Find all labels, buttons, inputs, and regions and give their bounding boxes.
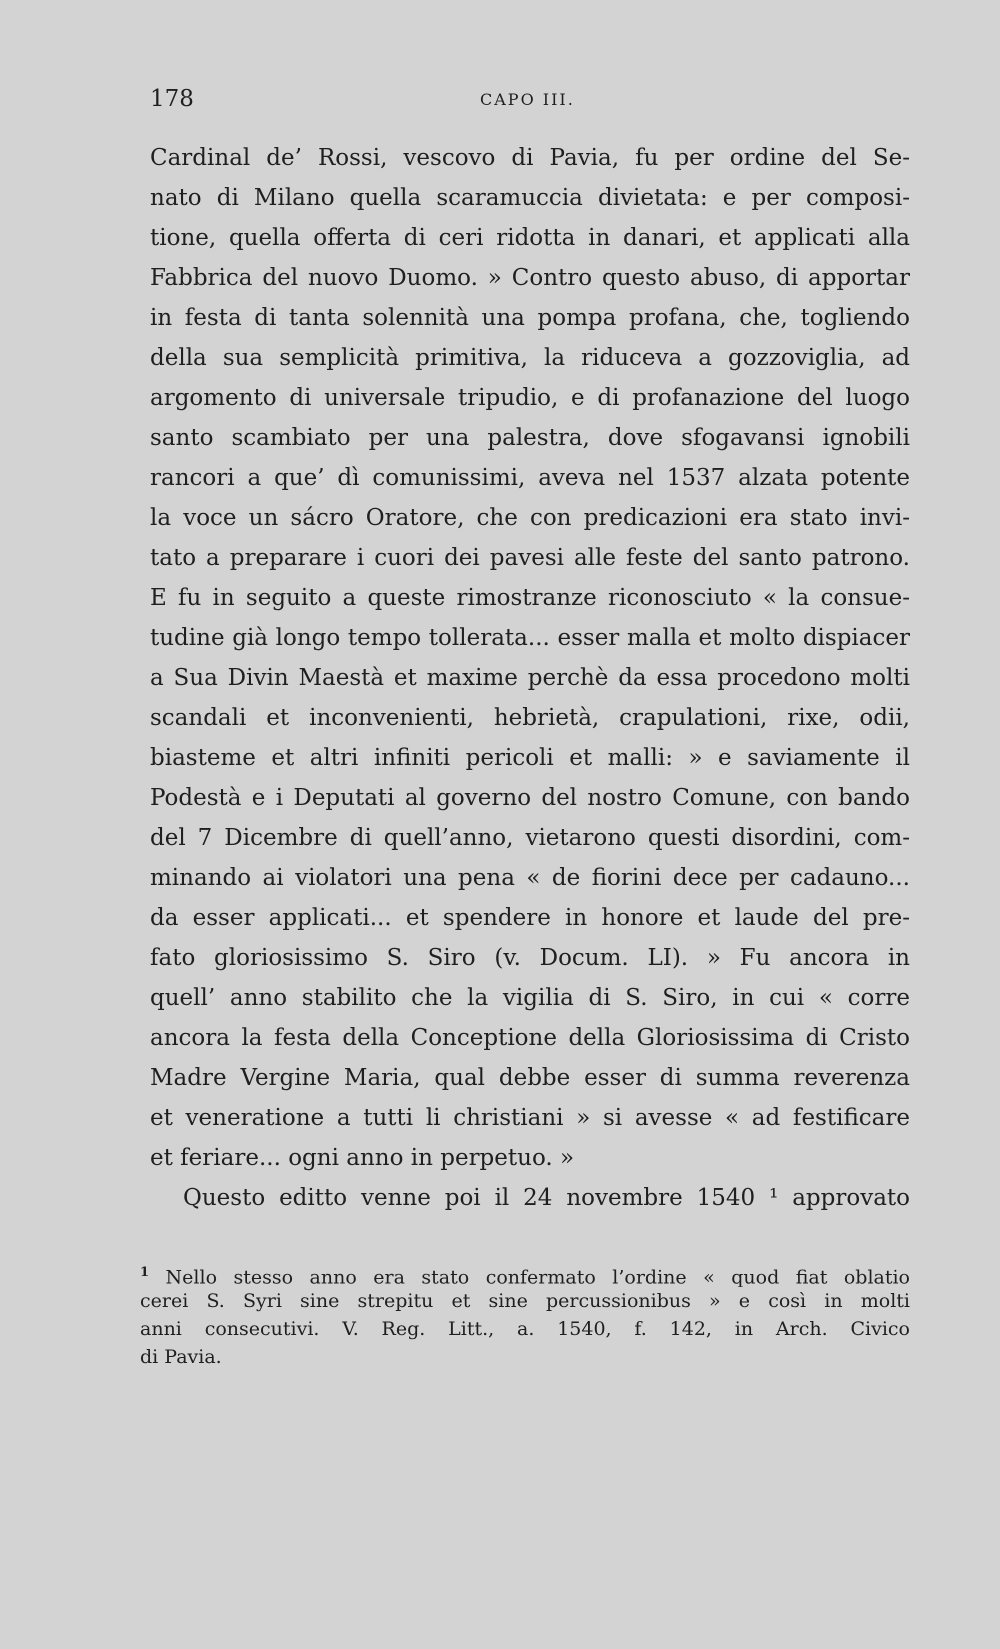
text-line: della sua semplicità primitiva, la riduceva a gozzoviglia, ad bbox=[150, 345, 910, 371]
footnote bbox=[140, 1259, 910, 1371]
footnote-line: di Pavia. bbox=[140, 1346, 222, 1368]
footnote-line-text: Nello stesso anno era stato confermato l’ordine « quod fiat oblatio bbox=[165, 1266, 910, 1287]
text-line: Madre Vergine Maria, qual debbe esser di summa reverenza bbox=[150, 1065, 910, 1091]
text-line: in festa di tanta solennità una pompa profana, che, togliendo bbox=[150, 305, 910, 331]
text-line: biasteme et altri infiniti pericoli et malli: » e saviamente il bbox=[150, 745, 910, 771]
text-line: E fu in seguito a queste rimostranze riconosciuto « la consue- bbox=[150, 585, 910, 611]
text-line: tudine già longo tempo tollerata... esser malla et molto dispiacer bbox=[150, 625, 910, 651]
text-line: tione, quella offerta di ceri ridotta in danari, et applicati alla bbox=[150, 225, 910, 251]
text-line: Podestà e i Deputati al governo del nostro Comune, con bando bbox=[150, 785, 910, 811]
footnote-line: cerei S. Syri sine strepitu et sine percussionibus » e così in molti bbox=[140, 1290, 910, 1312]
text-line: la voce un sácro Oratore, che con predicazioni era stato invi- bbox=[150, 505, 910, 531]
text-line: et veneratione a tutti li christiani » si avesse « ad festificare bbox=[150, 1105, 910, 1131]
footnote-line: anni consecutivi. V. Reg. Litt., a. 1540, f. 142, in Arch. Civico bbox=[140, 1318, 910, 1340]
text-line: da esser applicati... et spendere in honore et laude del pre- bbox=[150, 905, 910, 931]
text-line: fato gloriosissimo S. Siro (v. Docum. LI). » Fu ancora in bbox=[150, 945, 910, 971]
text-line: et feriare... ogni anno in perpetuo. » bbox=[150, 1145, 575, 1171]
text-line: tato a preparare i cuori dei pavesi alle feste del santo patrono. bbox=[150, 545, 910, 571]
main-text bbox=[150, 138, 910, 1218]
text-line: rancori a que’ dì comunissimi, aveva nel 1537 alzata potente bbox=[150, 465, 910, 491]
running-head: CAPO III. bbox=[480, 90, 575, 109]
text-line: Cardinal de’ Rossi, vescovo di Pavia, fu per ordine del Se- bbox=[150, 145, 910, 171]
footnote-marker: 1 bbox=[140, 1265, 150, 1280]
text-line: quell’ anno stabilito che la vigilia di S. Siro, in cui « corre bbox=[150, 985, 910, 1011]
text-line-indented: Questo editto venne poi il 24 novembre 1540 ¹ approvato bbox=[183, 1185, 910, 1211]
footnote-line bbox=[140, 1259, 910, 1287]
page-header bbox=[150, 86, 910, 118]
text-line: Fabbrica del nuovo Duomo. » Contro questo abuso, di apportar bbox=[150, 265, 910, 291]
text-line: ancora la festa della Conceptione della Gloriosissima di Cristo bbox=[150, 1025, 910, 1051]
text-line: del 7 Dicembre di quell’anno, vietarono questi disordini, com- bbox=[150, 825, 910, 851]
text-line: argomento di universale tripudio, e di profanazione del luogo bbox=[150, 385, 910, 411]
text-line: a Sua Divin Maestà et maxime perchè da essa procedono molti bbox=[150, 665, 910, 691]
text-line: nato di Milano quella scaramuccia divietata: e per composi- bbox=[150, 185, 910, 211]
text-line: scandali et inconvenienti, hebrietà, crapulationi, rixe, odii, bbox=[150, 705, 910, 731]
page-number: 178 bbox=[150, 86, 194, 112]
text-line: santo scambiato per una palestra, dove sfogavansi ignobili bbox=[150, 425, 910, 451]
text-line: minando ai violatori una pena « de fiorini dece per cadauno... bbox=[150, 865, 910, 891]
